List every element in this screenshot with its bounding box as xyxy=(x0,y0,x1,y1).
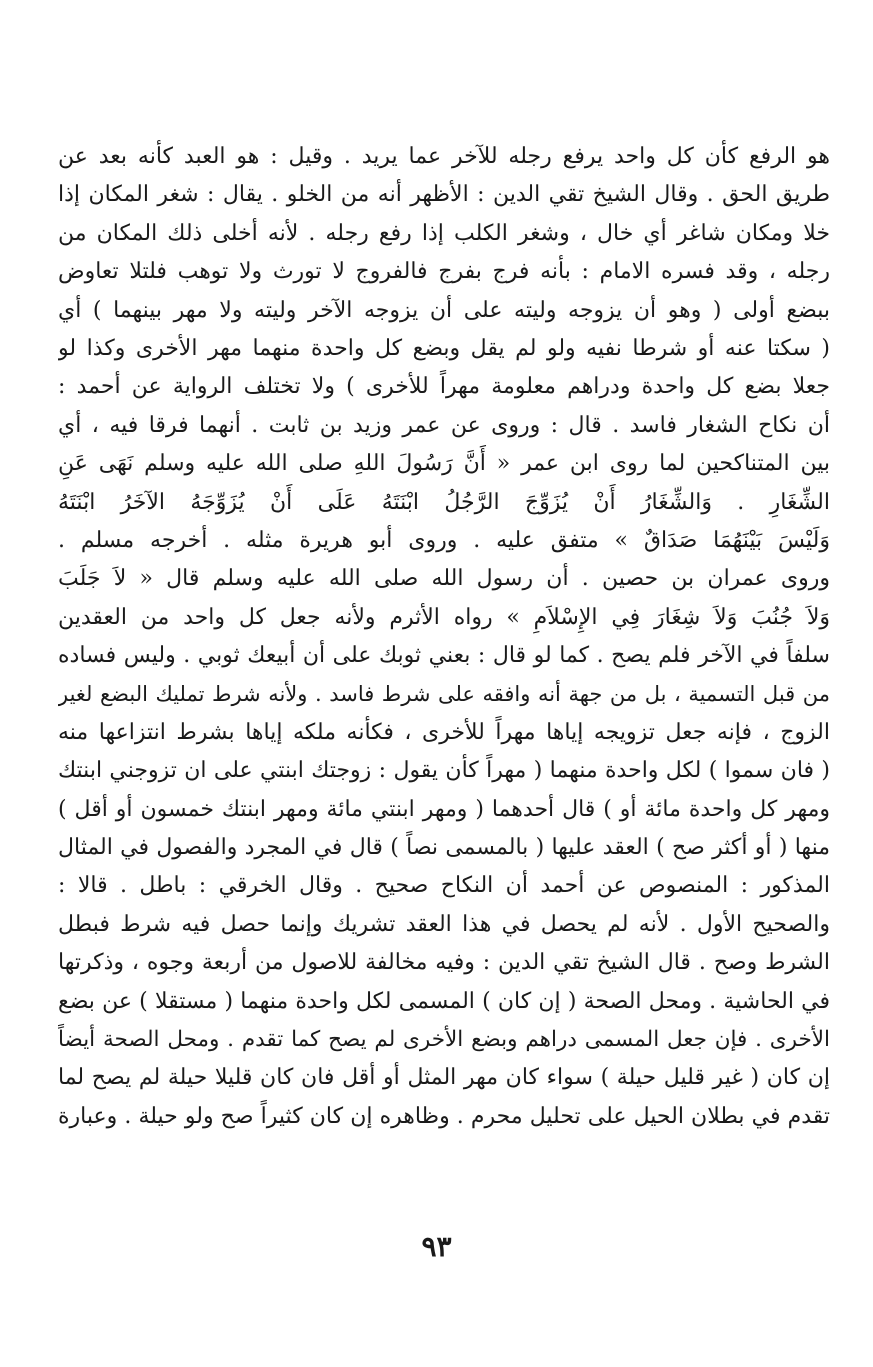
text-line: الأخرى . فإن جعل المسمى دراهم وبضع الأخرى لم يصح كما تقدم . ومحل الصحة أيضاً xyxy=(58,1026,830,1052)
text-line: وَلَيْسَ بَيْنَهُمَا صَدَاقٌ » متفق عليه . وروى أبو هريرة مثله . أخرجه مسلم . xyxy=(58,527,830,553)
text-line: جعلا بضع كل واحدة ودراهم معلومة مهراً للأخرى ) ولا تختلف الرواية عن أحمد : xyxy=(58,374,830,400)
text-line: تقدم في بطلان الحيل على تحليل محرم . وظاهره إن كان كثيراً صح ولو حيلة . وعبارة xyxy=(58,1103,830,1129)
text-line: الزوج ، فإنه جعل تزويجه إياها مهراً للأخرى ، فكأنه ملكه إياها بشرط انتزاعها منه xyxy=(58,719,830,745)
body-text xyxy=(58,138,830,1136)
text-line: طريق الحق . وقال الشيخ تقي الدين : الأظهر أنه من الخلو . يقال : شغر المكان إذا xyxy=(58,182,830,208)
text-line: المذكور : المنصوص عن أحمد أن النكاح صحيح . وقال الخرقي : باطل . قالا : xyxy=(58,873,830,899)
text-line: من قبل التسمية ، بل من جهة أنه وافقه على شرط فاسد . ولأنه شرط تمليك البضع لغير xyxy=(58,682,830,707)
text-line: في الحاشية . ومحل الصحة ( إن كان ) المسمى لكل واحدة منهما ( مستقلا ) عن بضع xyxy=(58,988,830,1014)
text-line: ( سكتا عنه أو شرطا نفيه ولو لم يقل وبضع كل واحدة منهما مهر الأخرى وكذا لو xyxy=(58,335,830,361)
text-line: بين المتناكحين لما روى ابن عمر « أَنَّ رَسُولَ اللهِ صلى الله عليه وسلم نَهَى عَنِ xyxy=(58,451,830,477)
text-line: منها ( أو أكثر صح ) العقد عليها ( بالمسمى نصاً ) قال في المجرد والفصول في المثال xyxy=(58,835,830,861)
text-line: إن كان ( غير قليل حيلة ) سواء كان مهر المثل أو أقل فان كان قليلا حيلة لم يصح لما xyxy=(58,1065,830,1091)
text-line: وَلاَ جُنُبَ وَلاَ شِغَارَ فِي الإِسْلاَمِ » رواه الأثرم ولأنه جعل كل واحد من العقدين xyxy=(58,604,830,630)
text-line: وروى عمران بن حصين . أن رسول الله صلى الله عليه وسلم قال « لاَ جَلَبَ xyxy=(58,566,830,592)
text-line: ( فان سموا ) لكل واحدة منهما ( مهراً كأن يقول : زوجتك ابنتي على ان تزوجني ابنتك xyxy=(58,758,830,784)
text-line: رجله ، وقد فسره الامام : بأنه فرج بفرج فالفروج لا تورث ولا توهب فلتلا تعاوض xyxy=(58,259,830,285)
text-line: خلا ومكان شاغر أي خال ، وشغر الكلب إذا رفع رجله . لأنه أخلى ذلك المكان من xyxy=(58,220,830,246)
text-line: ببضع أولى ( وهو أن يزوجه وليته على أن يزوجه الآخر وليته ولا مهر بينهما ) أي xyxy=(58,297,830,323)
text-line: الشرط وصح . قال الشيخ تقي الدين : وفيه مخالفة للاصول من أربعة وجوه ، وذكرتها xyxy=(58,950,830,976)
text-line: الشِّغَارِ . وَالشِّغَارُ أَنْ يُزَوِّجَ الرَّجُلُ ابْنَتَهُ عَلَى أَنْ يُزَوِّجَهُ الآخَرُ ابْنَتَهُ xyxy=(58,489,830,515)
text-line: أن نكاح الشغار فاسد . قال : وروى عن عمر وزيد بن ثابت . أنهما فرقا فيه ، أي xyxy=(58,412,830,438)
text-line: ومهر كل واحدة مائة أو ) قال أحدهما ( ومهر ابنتي مائة ومهر ابنتك خمسون أو أقل ) xyxy=(58,796,830,822)
text-line: هو الرفع كأن كل واحد يرفع رجله للآخر عما يريد . وقيل : هو العبد كأنه بعد عن xyxy=(58,144,830,169)
text-line: سلفاً في الآخر فلم يصح . كما لو قال : بعني ثوبك على أن أبيعك ثوبي . وليس فساده xyxy=(58,643,830,669)
page-number: ٩٣ xyxy=(421,1230,452,1263)
text-line: والصحيح الأول . لأنه لم يحصل في هذا العقد تشريك وإنما حصل فيه شرط فبطل xyxy=(58,911,830,937)
